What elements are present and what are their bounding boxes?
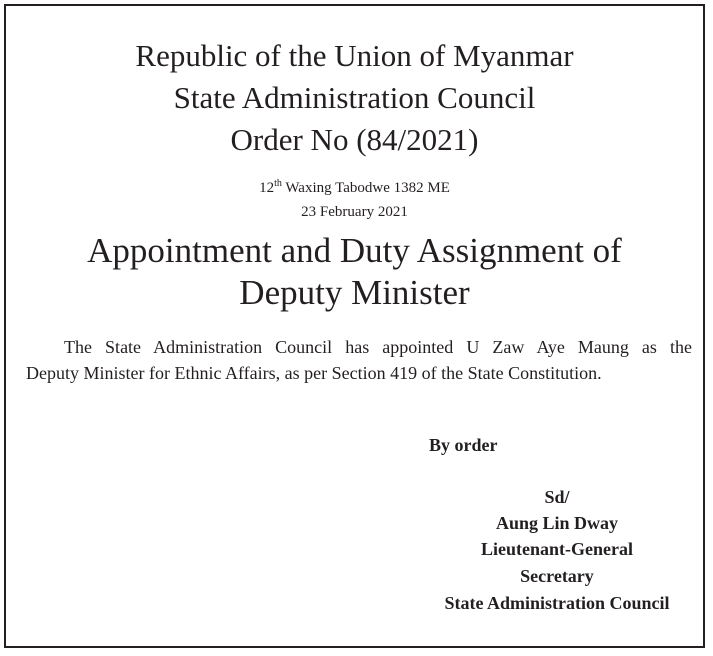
document-frame [4, 4, 705, 648]
order-body-line1: The State Administration Council has appointed U Zaw Aye Maung as the [64, 337, 692, 357]
signatory-name: Aung Lin Dway [495, 513, 619, 533]
order-body-line2: Deputy Minister for Ethnic Affairs, as per Section 419 of the State Constitution. [26, 363, 602, 383]
lunar-month-year: Waxing Tabodwe 1382 ME [281, 180, 450, 196]
signatory-rank: Lieutenant-General [481, 539, 633, 559]
signatory-office: State Administration Council [444, 593, 670, 613]
order-body [26, 334, 692, 386]
order-title-line1: Appointment and Duty Assignment of [87, 231, 622, 270]
header-country: Republic of the Union of Myanmar [135, 38, 574, 73]
order-number: Order No (84/2021) [230, 122, 479, 157]
signatory-position: Secretary [520, 566, 594, 586]
lunar-date [6, 179, 703, 198]
order-title-line2: Deputy Minister [239, 273, 470, 312]
lunar-day: 12 [259, 180, 275, 196]
header-council: State Administration Council [173, 80, 536, 115]
by-order: By order [429, 435, 498, 455]
lunar-day-suffix: th [274, 178, 282, 189]
gregorian-date: 23 February 2021 [301, 204, 408, 220]
signature-sd: Sd/ [544, 487, 570, 507]
